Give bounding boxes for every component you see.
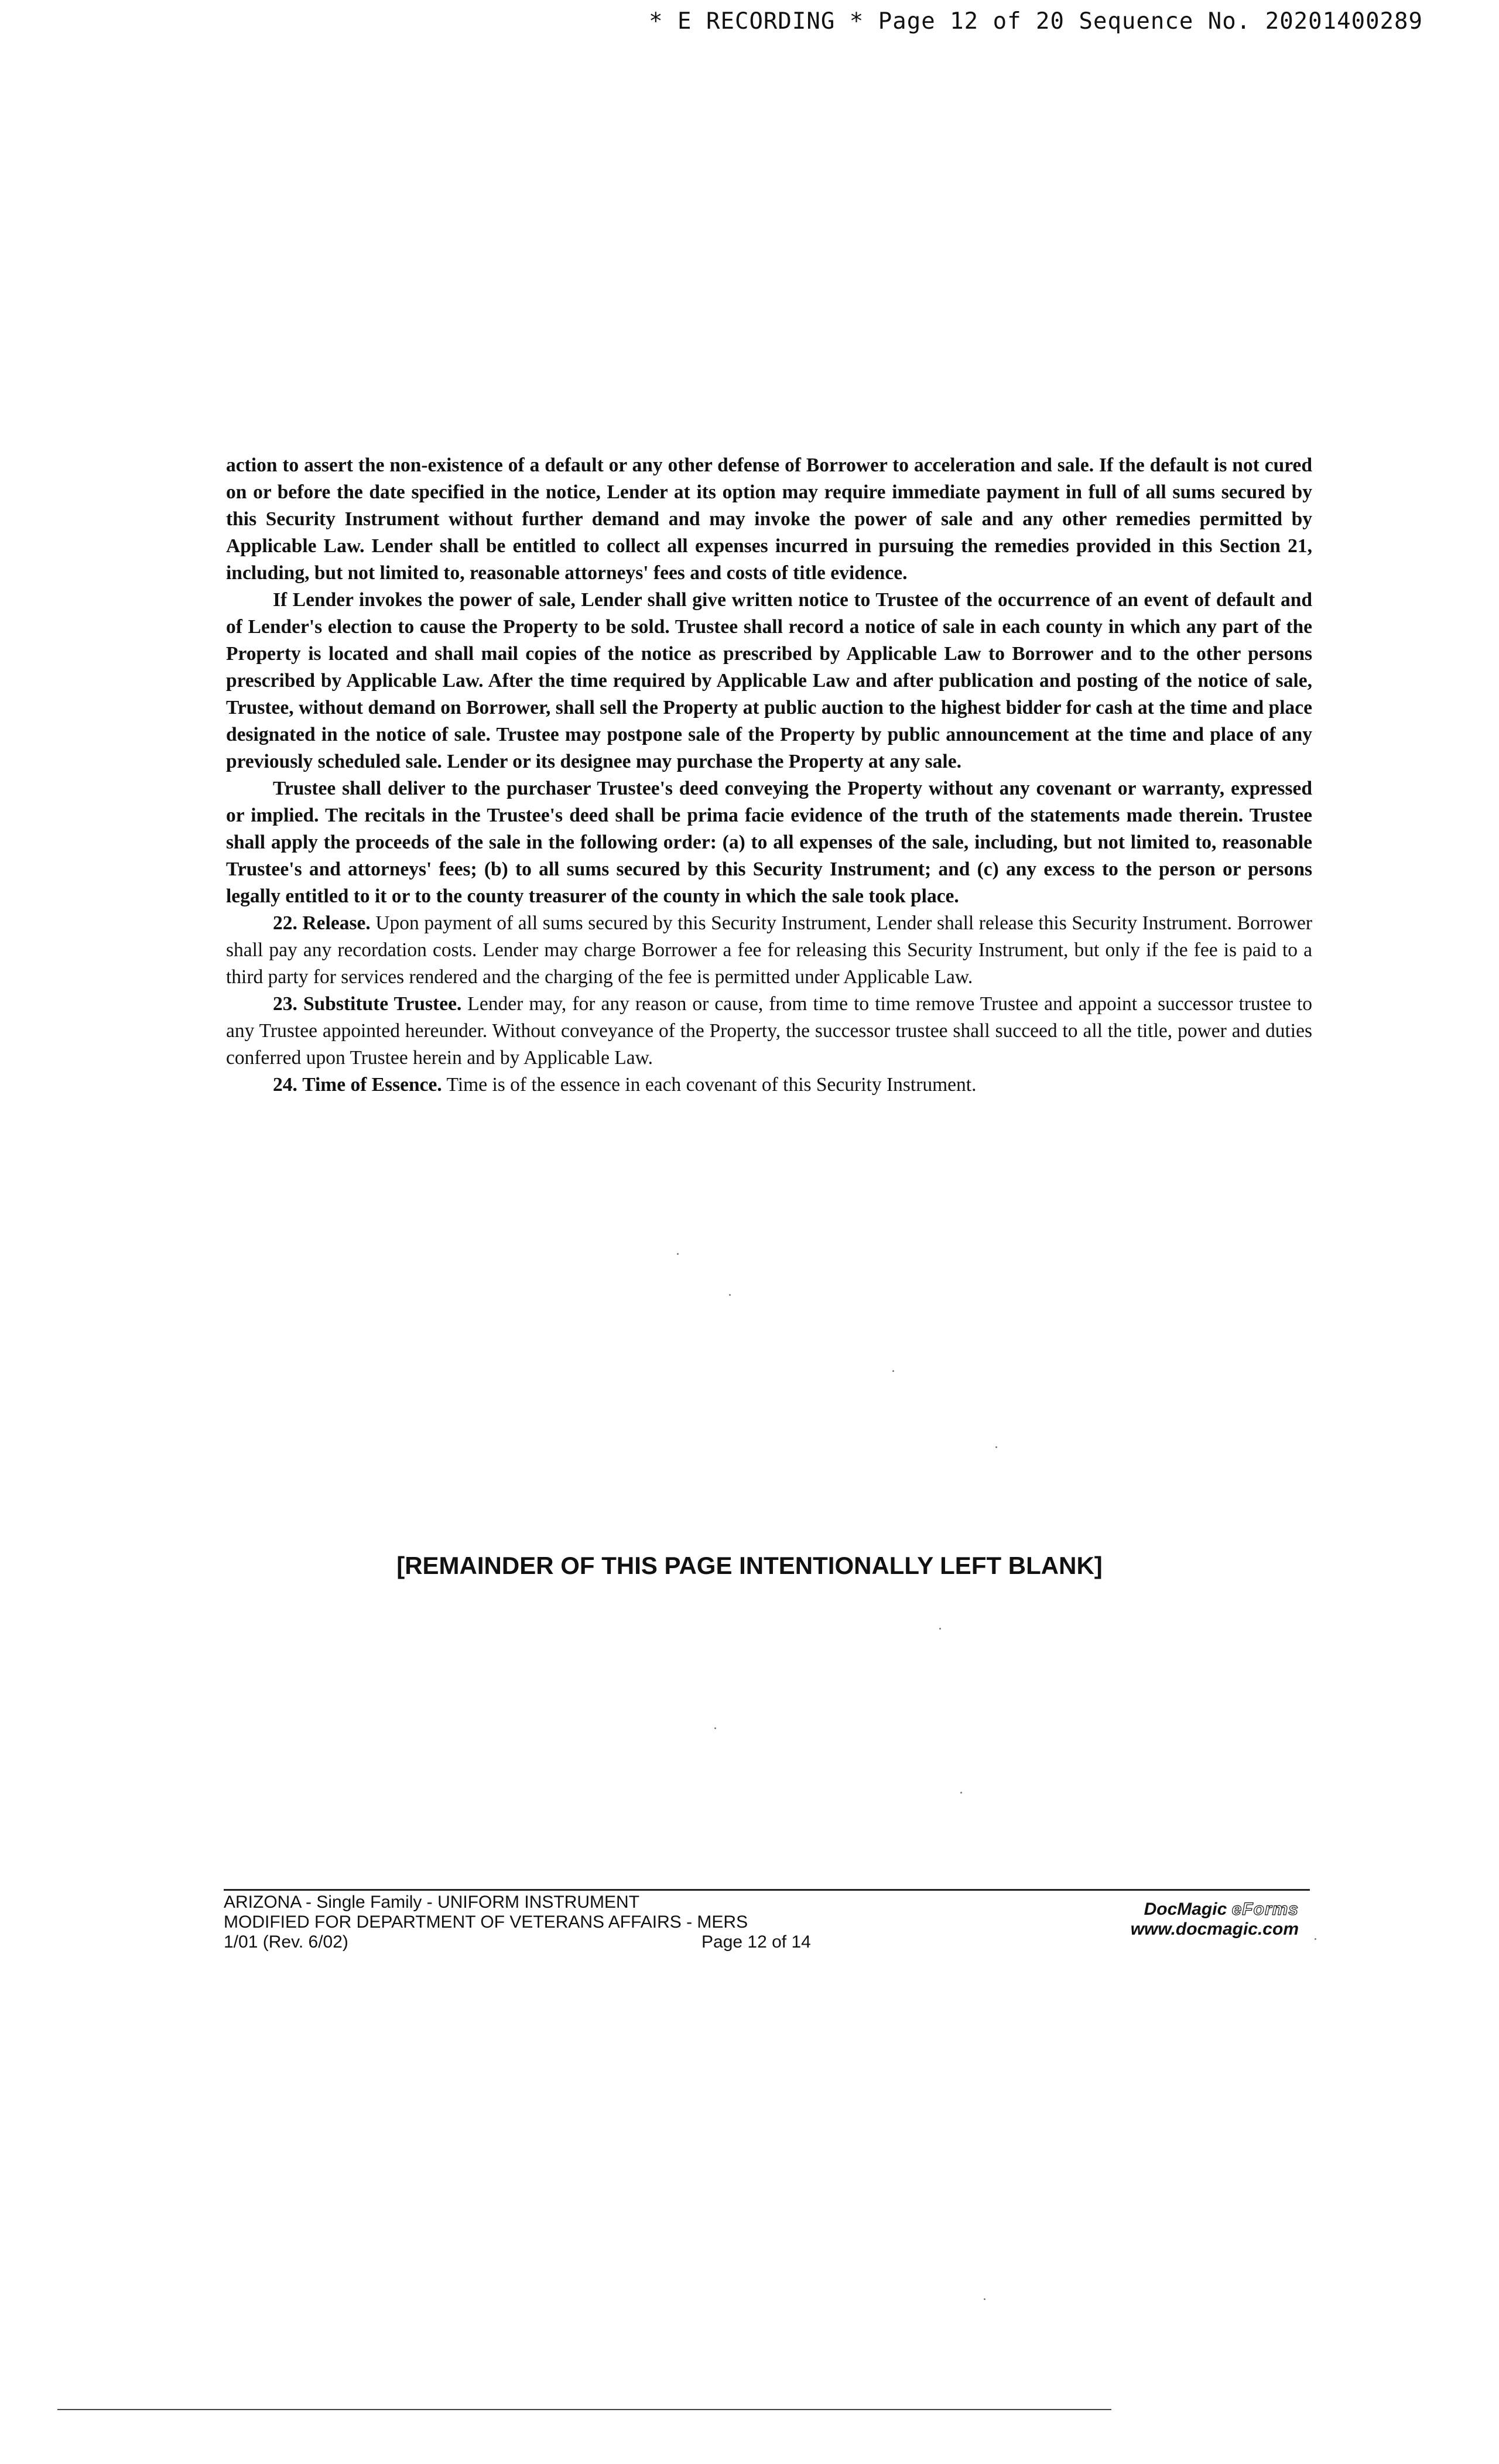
footer-page-number: Page 12 of 14 — [701, 1932, 811, 1952]
paragraph-remedies: action to assert the non-existence of a default or any other defense of Borrower to acceleration and sale. If the default is not cured on or before the date specified in the notice, Lender at its option may require immediate payment in full of all sums secured by this Security Instrument without further demand and may invoke the power of sale and any other remedies permitted by Applicable Law. Lender shall be entitled to collect all expenses incurred in pursuing the remedies provided in this Section 21, including, but not limited to, reasonable attorneys' fees and costs of title evidence. — [226, 454, 1312, 584]
scan-speck — [729, 1294, 731, 1296]
footer-website: www.docmagic.com — [1130, 1919, 1299, 1939]
footer-form-info — [224, 1893, 748, 1952]
section-text: Time is of the essence in each covenant of this Security Instrument. — [446, 1074, 977, 1096]
section-23-substitute-trustee — [226, 991, 1312, 1072]
section-number: 23. — [273, 993, 297, 1015]
section-24-time-of-essence — [226, 1072, 1312, 1098]
scan-speck — [939, 1628, 941, 1630]
scan-speck — [1315, 1938, 1316, 1940]
paragraph-trustee-deed: Trustee shall deliver to the purchaser Trustee's deed conveying the Property without any covenant or warranty, expressed or implied. The recitals in the Trustee's deed shall be prima facie evidence of the truth of the statements made therein. Trustee shall apply the proceeds of the sale in the following order: (a) to all expenses of the sale, including, but not limited to, reasonable Trustee's and attorneys' fees; (b) to all sums secured by this Security Instrument; and (c) any excess to the person or persons legally entitled to it or to the county treasurer of the county in which the sale took place. — [226, 778, 1312, 907]
blank-page-notice: [REMAINDER OF THIS PAGE INTENTIONALLY LEFT BLANK] — [396, 1552, 1103, 1579]
section-22-release — [226, 910, 1312, 991]
section-title: Release. — [302, 912, 371, 934]
section-number: 24. — [273, 1074, 297, 1096]
scan-speck — [995, 1446, 997, 1448]
section-number: 22. — [273, 912, 297, 934]
scan-speck — [677, 1253, 679, 1255]
footer-divider — [224, 1889, 1310, 1891]
section-text: Lender may, for any reason or cause, from time to time remove Trustee and appoint a successor trustee to any Trustee appointed hereunder. Without conveyance of the Property, the successor trustee shall succeed to all the title, power and duties conferred upon Trustee herein and by Applicable Law. — [226, 993, 1313, 1069]
scan-speck — [960, 1792, 962, 1794]
document-body — [226, 452, 1312, 1098]
recording-stamp: * E RECORDING * Page 12 of 20 Sequence No. 20201400289 — [649, 8, 1423, 35]
scan-speck — [984, 2298, 985, 2300]
footer-brand — [1131, 1900, 1299, 1939]
scan-edge-line — [57, 2409, 1111, 2410]
paragraph-power-of-sale: If Lender invokes the power of sale, Lender shall give written notice to Trustee of the occurrence of an event of default and of Lender's election to cause the Property to be sold. Trustee shall record a notice of sale in each county in which any part of the Property is located and shall mail copies of the notice as prescribed by Applicable Law to Borrower and to the other persons prescribed by Applicable Law. After the time required by Applicable Law and after publication and posting of the notice of sale, Trustee, without demand on Borrower, shall sell the Property at public auction to the highest bidder for cash at the time and place designated in the notice of sale. Trustee may postpone sale of the Property by public announcement at the time and place of any previously scheduled sale. Lender or its designee may purchase the Property at any sale. — [226, 589, 1312, 772]
section-text: Upon payment of all sums secured by this Security Instrument, Lender shall release this Security Instrument. Borrower shall pay any recordation costs. Lender may charge Borrower a fee for releasing this Security Instrument, but only if the fee is paid to a third party for services rendered and the charging of the fee is permitted under Applicable Law. — [226, 912, 1313, 988]
scan-speck — [714, 1727, 716, 1729]
footer-form-modifier: MODIFIED FOR DEPARTMENT OF VETERANS AFFAIRS - MERS — [224, 1912, 748, 1932]
footer-form-title: ARIZONA - Single Family - UNIFORM INSTRUMENT — [224, 1893, 640, 1912]
footer-form-revision: 1/01 (Rev. 6/02) — [224, 1932, 348, 1952]
section-title: Substitute Trustee. — [303, 993, 462, 1015]
section-title: Time of Essence. — [302, 1074, 442, 1096]
scan-speck — [892, 1370, 894, 1372]
eforms-logo: eForms — [1231, 1900, 1299, 1919]
docmagic-logo: DocMagic — [1144, 1900, 1227, 1919]
